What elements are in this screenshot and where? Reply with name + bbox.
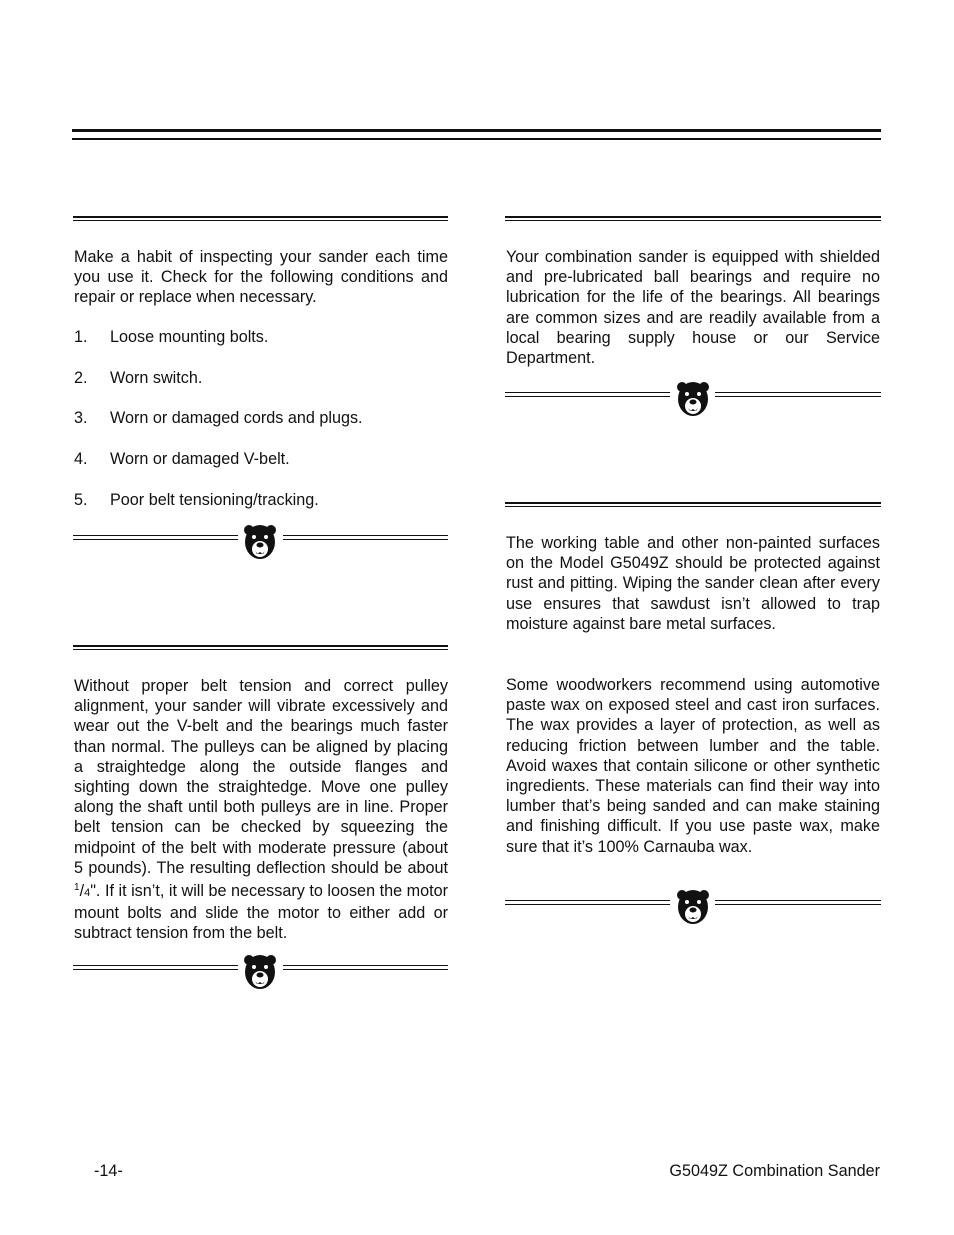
section-rule-bearings <box>505 216 881 221</box>
bear-logo-icon <box>242 523 278 561</box>
section-rule-inspection <box>73 216 448 221</box>
belt-tension-paragraph: Without proper belt tension and correct pulley alignment, your sander will vibrate excessively and wear out the V-belt and the bearings much faster than normal. The pulleys can be aligned by placing a straightedge along the outside flanges and sighting down the straightedge. Move one pulley along the shaft until both pulleys are in line. Proper belt tension can be checked by squeezing the midpoint of the belt with moderate pressure (about 5 pounds). The resulting deflection should be about $^1$/4". If it isn’t, it will be necessary to loosen the motor mount bolts and slide the motor to either add or subtract tension from the belt. <box>74 677 448 943</box>
section-divider <box>73 953 448 989</box>
section-divider <box>505 888 881 924</box>
list-item: 2. Worn switch. <box>74 369 203 387</box>
rust-paragraph-2: Some woodworkers recommend using automotive paste wax on exposed steel and cast iron surfaces. The wax provides a layer of protection, as well as reducing friction between lumber and the table. Avoid waxes that contain silicone or other synthetic ingredients. These materials can find their way into lumber that’s being sanded and can make staining and finishing difficult. If you use paste wax, make sure that it’s 100% Carnauba wax. <box>506 676 880 856</box>
inspection-paragraph: Make a habit of inspecting your sander each time you use it. Check for the following conditions and repair or replace when necessary. <box>74 248 448 307</box>
header-rule-thick <box>72 129 881 132</box>
list-item: 3. Worn or damaged cords and plugs. <box>74 409 363 427</box>
list-item: 5. Poor belt tensioning/tracking. <box>74 491 319 509</box>
section-divider <box>505 380 881 416</box>
bear-logo-icon <box>242 953 278 991</box>
list-item: 4. Worn or damaged V-belt. <box>74 450 290 468</box>
list-item: 1. Loose mounting bolts. <box>74 328 269 346</box>
section-rule-belt <box>73 645 448 650</box>
page-number: -14- <box>94 1162 123 1180</box>
section-divider <box>73 523 448 559</box>
footer-doc-title: G5049Z Combination Sander <box>669 1162 880 1180</box>
header-rule-thin <box>72 138 881 140</box>
section-rule-rust <box>505 502 881 507</box>
bear-logo-icon <box>675 888 711 926</box>
bearings-paragraph: Your combination sander is equipped with shielded and pre-lubricated ball bearings and require no lubrication for the life of the bearings. All bearings are common sizes and are readily available from a local bearing supply house or our Service Department. <box>506 248 880 368</box>
bear-logo-icon <box>675 380 711 418</box>
rust-paragraph-1: The working table and other non-painted surfaces on the Model G5049Z should be protected against rust and pitting. Wiping the sander clean after every use ensures that sawdust isn’t allowed to trap moisture against bare metal surfaces. <box>506 534 880 633</box>
